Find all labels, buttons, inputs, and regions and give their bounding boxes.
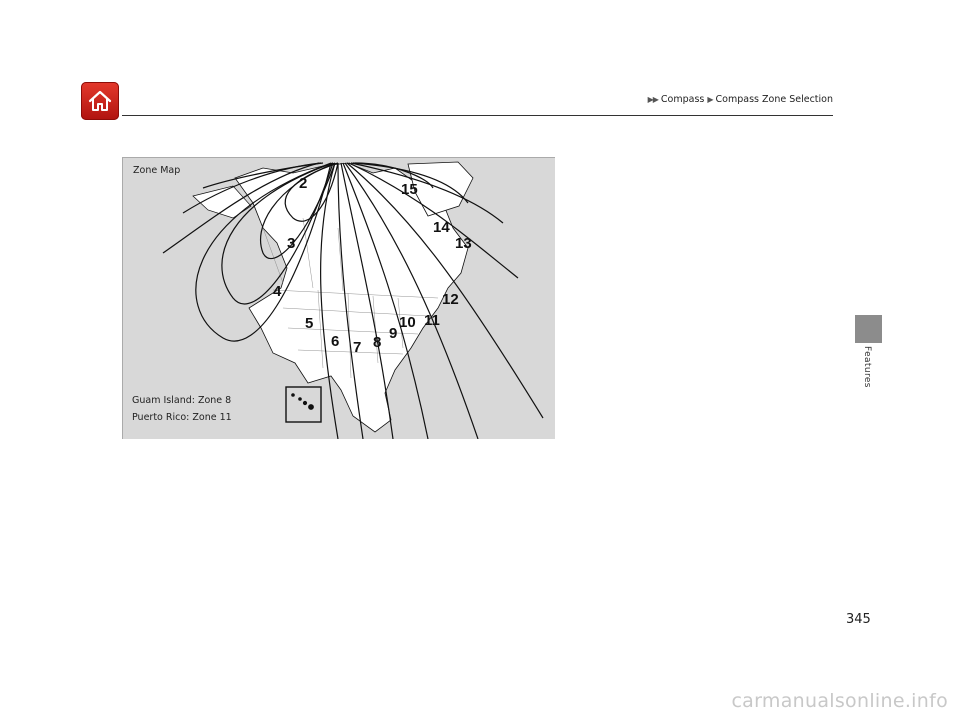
breadcrumb-arrow-icon: ▶▶ — [647, 95, 658, 104]
zone-label-4: 4 — [273, 283, 282, 300]
watermark: carmanualsonline.info — [731, 690, 948, 712]
zone-label-10: 10 — [399, 314, 416, 331]
header-divider — [122, 115, 833, 116]
zone-label-15: 15 — [401, 181, 418, 198]
section-tab-label: Features — [862, 346, 872, 388]
page-number: 345 — [846, 612, 871, 627]
zone-label-5: 5 — [305, 315, 314, 332]
zone-label-11: 11 — [424, 312, 440, 329]
zone-map-figure — [122, 157, 555, 439]
hawaii-inset — [286, 387, 321, 422]
breadcrumb-arrow-icon: ▶ — [707, 95, 713, 104]
zone-label-9: 9 — [389, 325, 398, 342]
home-icon — [87, 88, 113, 114]
figure-title: Zone Map — [133, 165, 181, 176]
zone-label-7: 7 — [353, 339, 362, 356]
zone-label-3: 3 — [287, 235, 296, 252]
guam-zone-note: Guam Island: Zone 8 — [132, 395, 232, 406]
zone-label-8: 8 — [373, 334, 382, 351]
section-tab-marker[interactable] — [855, 315, 882, 343]
breadcrumb-item-compass[interactable]: Compass — [660, 94, 705, 105]
zone-label-6: 6 — [331, 333, 340, 350]
zone-label-12: 12 — [442, 291, 459, 308]
zone-label-14: 14 — [433, 219, 450, 236]
home-button[interactable] — [81, 82, 119, 120]
puerto-rico-zone-note: Puerto Rico: Zone 11 — [132, 412, 232, 423]
zone-label-13: 13 — [455, 235, 472, 252]
breadcrumb — [648, 94, 833, 105]
zone-label-2: 2 — [299, 175, 308, 192]
breadcrumb-item-zone-selection: Compass Zone Selection — [715, 94, 833, 105]
